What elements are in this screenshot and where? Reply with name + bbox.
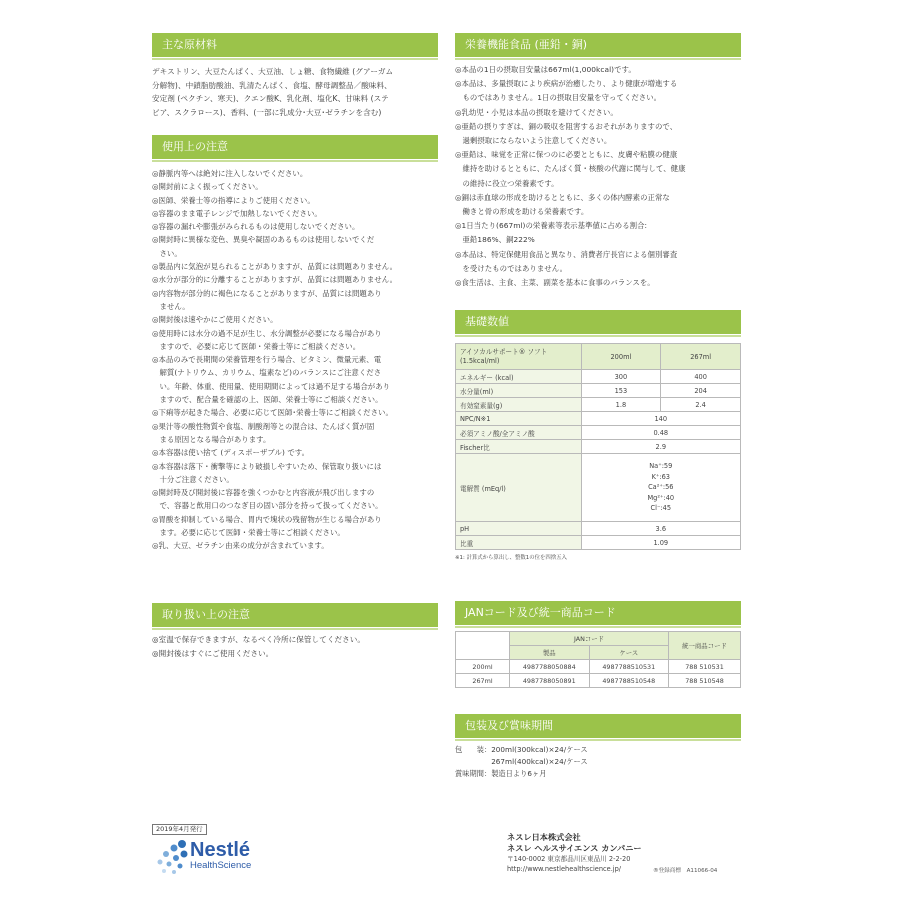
functional-line: ◎本品の1日の摂取目安量は667ml(1,000kcal)です。 bbox=[455, 65, 636, 74]
functional-line: ◎乳幼児・小児は本品の摂取を避けてください。 bbox=[455, 107, 618, 117]
functional-title: 栄養機能食品 (亜鉛・銅) bbox=[455, 33, 741, 57]
ingredients-text bbox=[152, 65, 438, 119]
functional-line: ◎本品は、特定保健用食品と異なり、消費者庁長官による個別審査 bbox=[455, 249, 678, 259]
basic-header-267: 267ml bbox=[661, 344, 741, 370]
electrolyte-value: Na⁺:59 bbox=[649, 462, 673, 471]
usage-line: い。年齢、体重、使用量、使用期間によっては過不足する場合があり bbox=[152, 381, 391, 391]
functional-line: ◎食生活は、主食、主菜、副菜を基本に食事のバランスを。 bbox=[455, 278, 655, 288]
jan-unified-header: 統一商品コード bbox=[669, 632, 741, 660]
company-name: ネスレ日本株式会社 bbox=[507, 832, 581, 842]
package-line: 賞味期間：製造日より6ヶ月 bbox=[455, 769, 547, 778]
ingredients-line: デキストリン、大豆たんぱく、大豆油、しょ糖、食物繊維 (グアーガム bbox=[152, 67, 394, 76]
document-number: ®登録商標 A11066-04 bbox=[653, 868, 718, 874]
functional-line: 過剰摂取にならないよう注意してください。 bbox=[455, 136, 612, 146]
basic-row-value: 140 bbox=[581, 412, 740, 426]
basic-row-value: 2.9 bbox=[581, 440, 740, 454]
basic-row-label: pH bbox=[456, 522, 582, 536]
basic-row-value: 204 bbox=[661, 384, 741, 398]
usage-line: ◎静脈内等へは絶対に注入しないでください。 bbox=[152, 169, 308, 178]
functional-line: ◎亜鉛の摂りすぎは、銅の吸収を阻害するおそれがありますので、 bbox=[455, 121, 678, 131]
functional-line: ◎銅は赤血球の形成を助けるとともに、多くの体内酵素の正常な bbox=[455, 192, 670, 202]
usage-line: ません。 bbox=[152, 301, 190, 311]
handling-line: ◎開封後はすぐにご使用ください。 bbox=[152, 648, 274, 658]
handling-line: ◎室温で保存できますが、なるべく冷所に保管してください。 bbox=[152, 635, 366, 644]
jan-section bbox=[455, 601, 741, 688]
usage-line: ◎医師、栄養士等の指導によりご使用ください。 bbox=[152, 195, 315, 205]
basic-section bbox=[455, 310, 741, 561]
electrolyte-value: Mg²⁺:40 bbox=[647, 493, 675, 502]
usage-line: ◎本品のみで長期間の栄養管理を行う場合、ビタミン、微量元素、電 bbox=[152, 355, 382, 365]
usage-section bbox=[152, 135, 438, 553]
usage-line: ◎使用時には水分の過不足が生じ、水分調整が必要になる場合があり bbox=[152, 328, 382, 338]
usage-line: 解質(ナトリウム、カリウム、塩素など)のバランスにご注意くださ bbox=[152, 368, 382, 378]
ingredients-line: ビア、スクラロース)、香料、(一部に乳成分･大豆･ゼラチンを含む) bbox=[152, 107, 382, 117]
handling-title: 取り扱い上の注意 bbox=[152, 603, 438, 627]
jan-product-header: 製品 bbox=[510, 646, 590, 660]
usage-line: ◎果汁等の酸性物質や食塩、制酸剤等との混合は、たんぱく質が固 bbox=[152, 421, 375, 431]
usage-line: ◎胃酸を抑制している場合、胃内で塊状の残留物が生じる場合があり bbox=[152, 514, 382, 524]
electrolyte-label: 電解質 (mEq/l) bbox=[456, 454, 582, 522]
usage-line: ◎本容器は使い捨て (ディスポーザブル) です。 bbox=[152, 448, 310, 458]
jan-size: 267ml bbox=[456, 674, 510, 688]
functional-line: 亜鉛186%、銅222% bbox=[455, 235, 535, 245]
functional-section bbox=[455, 33, 741, 290]
functional-line: の維持に役立つ栄養素です。 bbox=[455, 178, 559, 188]
jan-case-code: 4987788510548 bbox=[589, 674, 669, 688]
jan-table bbox=[455, 631, 741, 688]
package-line: 包 装：200ml(300kcal)×24/ケース bbox=[455, 745, 588, 754]
company-address: 〒140-0002 東京都品川区東品川 2-2-20 bbox=[507, 855, 631, 863]
functional-line: 維持を助けるとともに、たんぱく質・核酸の代謝に関与して、健康 bbox=[455, 164, 686, 174]
brand-name: Nestlé bbox=[190, 839, 251, 861]
usage-line: さい。 bbox=[152, 248, 182, 258]
basic-footnote: ※1: 計算式から算出し、整数1の位を四捨五入 bbox=[455, 555, 567, 561]
basic-row-label: エネルギー (kcal) bbox=[456, 370, 582, 384]
basic-row-value: 3.6 bbox=[581, 522, 740, 536]
jan-unified-code: 788 510548 bbox=[669, 674, 741, 688]
nestle-dots-icon bbox=[152, 836, 192, 876]
basic-row-value: 0.48 bbox=[581, 426, 740, 440]
functional-line: ◎1日当たり(667ml)の栄養素等表示基準値に占める割合: bbox=[455, 221, 648, 231]
functional-line: ◎亜鉛は、味覚を正常に保つのに必要とともに、皮膚や粘膜の健康 bbox=[455, 150, 678, 160]
usage-text bbox=[152, 167, 438, 553]
electrolyte-value: Cl⁻:45 bbox=[650, 504, 672, 513]
issue-date: 2019年4月発行 bbox=[152, 824, 207, 835]
package-text bbox=[455, 744, 741, 780]
jan-case-header: ケース bbox=[589, 646, 669, 660]
nestle-logo bbox=[152, 836, 282, 876]
basic-row-label: 比重 bbox=[456, 536, 582, 550]
jan-size: 200ml bbox=[456, 660, 510, 674]
usage-line: ◎下痢等が起きた場合、必要に応じて医師･栄養士等にご相談ください。 bbox=[152, 408, 393, 418]
usage-line: ◎開封時及び開封後に容器を強くつかむと内容液が飛び出しますの bbox=[152, 488, 375, 498]
company-division: ネスレ ヘルスサイエンス カンパニー bbox=[507, 843, 642, 853]
jan-unified-code: 788 510531 bbox=[669, 660, 741, 674]
functional-line: ◎本品は、多量摂取により疾病が治癒したり、より健康が増進する bbox=[455, 79, 678, 89]
handling-text bbox=[152, 633, 438, 660]
usage-line: まる原因となる場合があります。 bbox=[152, 434, 271, 444]
brand-sub: HealthScience bbox=[190, 860, 252, 871]
basic-header-product: アイソカルサポート® ソフト (1.5kcal/ml) bbox=[456, 344, 582, 370]
electrolyte-value: K⁺:63 bbox=[651, 472, 670, 481]
usage-line: ◎乳、大豆、ゼラチン由来の成分が含まれています。 bbox=[152, 541, 329, 551]
ingredients-line: 分解物)、中鎖脂肪酸油、乳清たんぱく、食塩、酵母調整品／酸味料、 bbox=[152, 80, 392, 90]
usage-line: ◎容器のまま電子レンジで加熱しないでください。 bbox=[152, 208, 322, 218]
basic-row-value: 400 bbox=[661, 370, 741, 384]
ingredients-line: 安定剤 (ペクチン、寒天)、クエン酸K、乳化剤、塩化K、甘味料 (ステ bbox=[152, 94, 389, 104]
usage-line: ◎開封時に異様な変色、異臭や凝固のあるものは使用しないでくだ bbox=[152, 235, 375, 245]
usage-line: ます。必要に応じて医師・栄養士等にご相談ください。 bbox=[152, 528, 345, 538]
functional-line: を受けたものではありません。 bbox=[455, 263, 568, 273]
jan-case-code: 4987788510531 bbox=[589, 660, 669, 674]
ingredients-section bbox=[152, 33, 438, 119]
basic-row-label: 必須アミノ酸/全アミノ酸 bbox=[456, 426, 582, 440]
handling-section bbox=[152, 603, 438, 660]
basic-header-200: 200ml bbox=[581, 344, 661, 370]
usage-line: ◎内容物が部分的に褐色になることがありますが、品質には問題あり bbox=[152, 288, 382, 298]
jan-title: JANコード及び統一商品コード bbox=[455, 601, 741, 625]
basic-row-label: NPC/N※1 bbox=[456, 412, 582, 426]
usage-line: ますので、必要に応じて医師・栄養士等にご相談ください。 bbox=[152, 341, 361, 351]
basic-row-value: 300 bbox=[581, 370, 661, 384]
usage-line: ◎開封前によく振ってください。 bbox=[152, 182, 263, 192]
package-line: 267ml(400kcal)×24/ケース bbox=[455, 757, 588, 766]
usage-line: ますので、配合量を確認の上、医師、栄養士等にご相談ください。 bbox=[152, 395, 383, 405]
functional-line: 働きと骨の形成を助ける栄養素です。 bbox=[455, 207, 589, 217]
basic-row-label: 有効窒素量(g) bbox=[456, 398, 582, 412]
usage-line: ◎本容器は落下・衝撃等により破損しやすいため、保管取り扱いには bbox=[152, 461, 382, 471]
package-title: 包装及び賞味期間 bbox=[455, 714, 741, 738]
company-info bbox=[507, 832, 642, 874]
functional-line: ものではありません。1日の摂取目安量を守ってください。 bbox=[455, 93, 662, 103]
jan-blank bbox=[456, 632, 510, 660]
ingredients-title: 主な原材料 bbox=[152, 33, 438, 57]
usage-title: 使用上の注意 bbox=[152, 135, 438, 159]
basic-row-value: 1.09 bbox=[581, 536, 740, 550]
usage-line: で、容器と飲用口のつなぎ目の固い部分を持って扱ってください。 bbox=[152, 501, 383, 511]
basic-title: 基礎数値 bbox=[455, 310, 741, 334]
usage-line: ◎水分が部分的に分離することがありますが、品質には問題ありません。 bbox=[152, 275, 398, 285]
usage-line: ◎開封後は速やかにご使用ください。 bbox=[152, 315, 278, 325]
basic-row-value: 153 bbox=[581, 384, 661, 398]
basic-table bbox=[455, 343, 741, 550]
usage-line: 十分ご注意ください。 bbox=[152, 474, 234, 484]
jan-product-code: 4987788050891 bbox=[510, 674, 590, 688]
electrolyte-value: Ca²⁺:56 bbox=[648, 483, 674, 492]
electrolyte-values bbox=[581, 454, 740, 522]
usage-line: ◎容器の漏れや膨張がみられるものは使用しないでください。 bbox=[152, 222, 360, 232]
package-section bbox=[455, 714, 741, 780]
basic-row-value: 1.8 bbox=[581, 398, 661, 412]
jan-product-code: 4987788050884 bbox=[510, 660, 590, 674]
basic-row-value: 2.4 bbox=[661, 398, 741, 412]
jan-group-header: JANコード bbox=[510, 632, 669, 646]
usage-line: ◎製品内に気泡が見られることがありますが、品質には問題ありません。 bbox=[152, 262, 398, 272]
basic-row-label: 水分量(ml) bbox=[456, 384, 582, 398]
company-url: http://www.nestlehealthscience.jp/ bbox=[507, 865, 622, 873]
basic-row-label: Fischer比 bbox=[456, 440, 582, 454]
functional-text bbox=[455, 63, 741, 290]
